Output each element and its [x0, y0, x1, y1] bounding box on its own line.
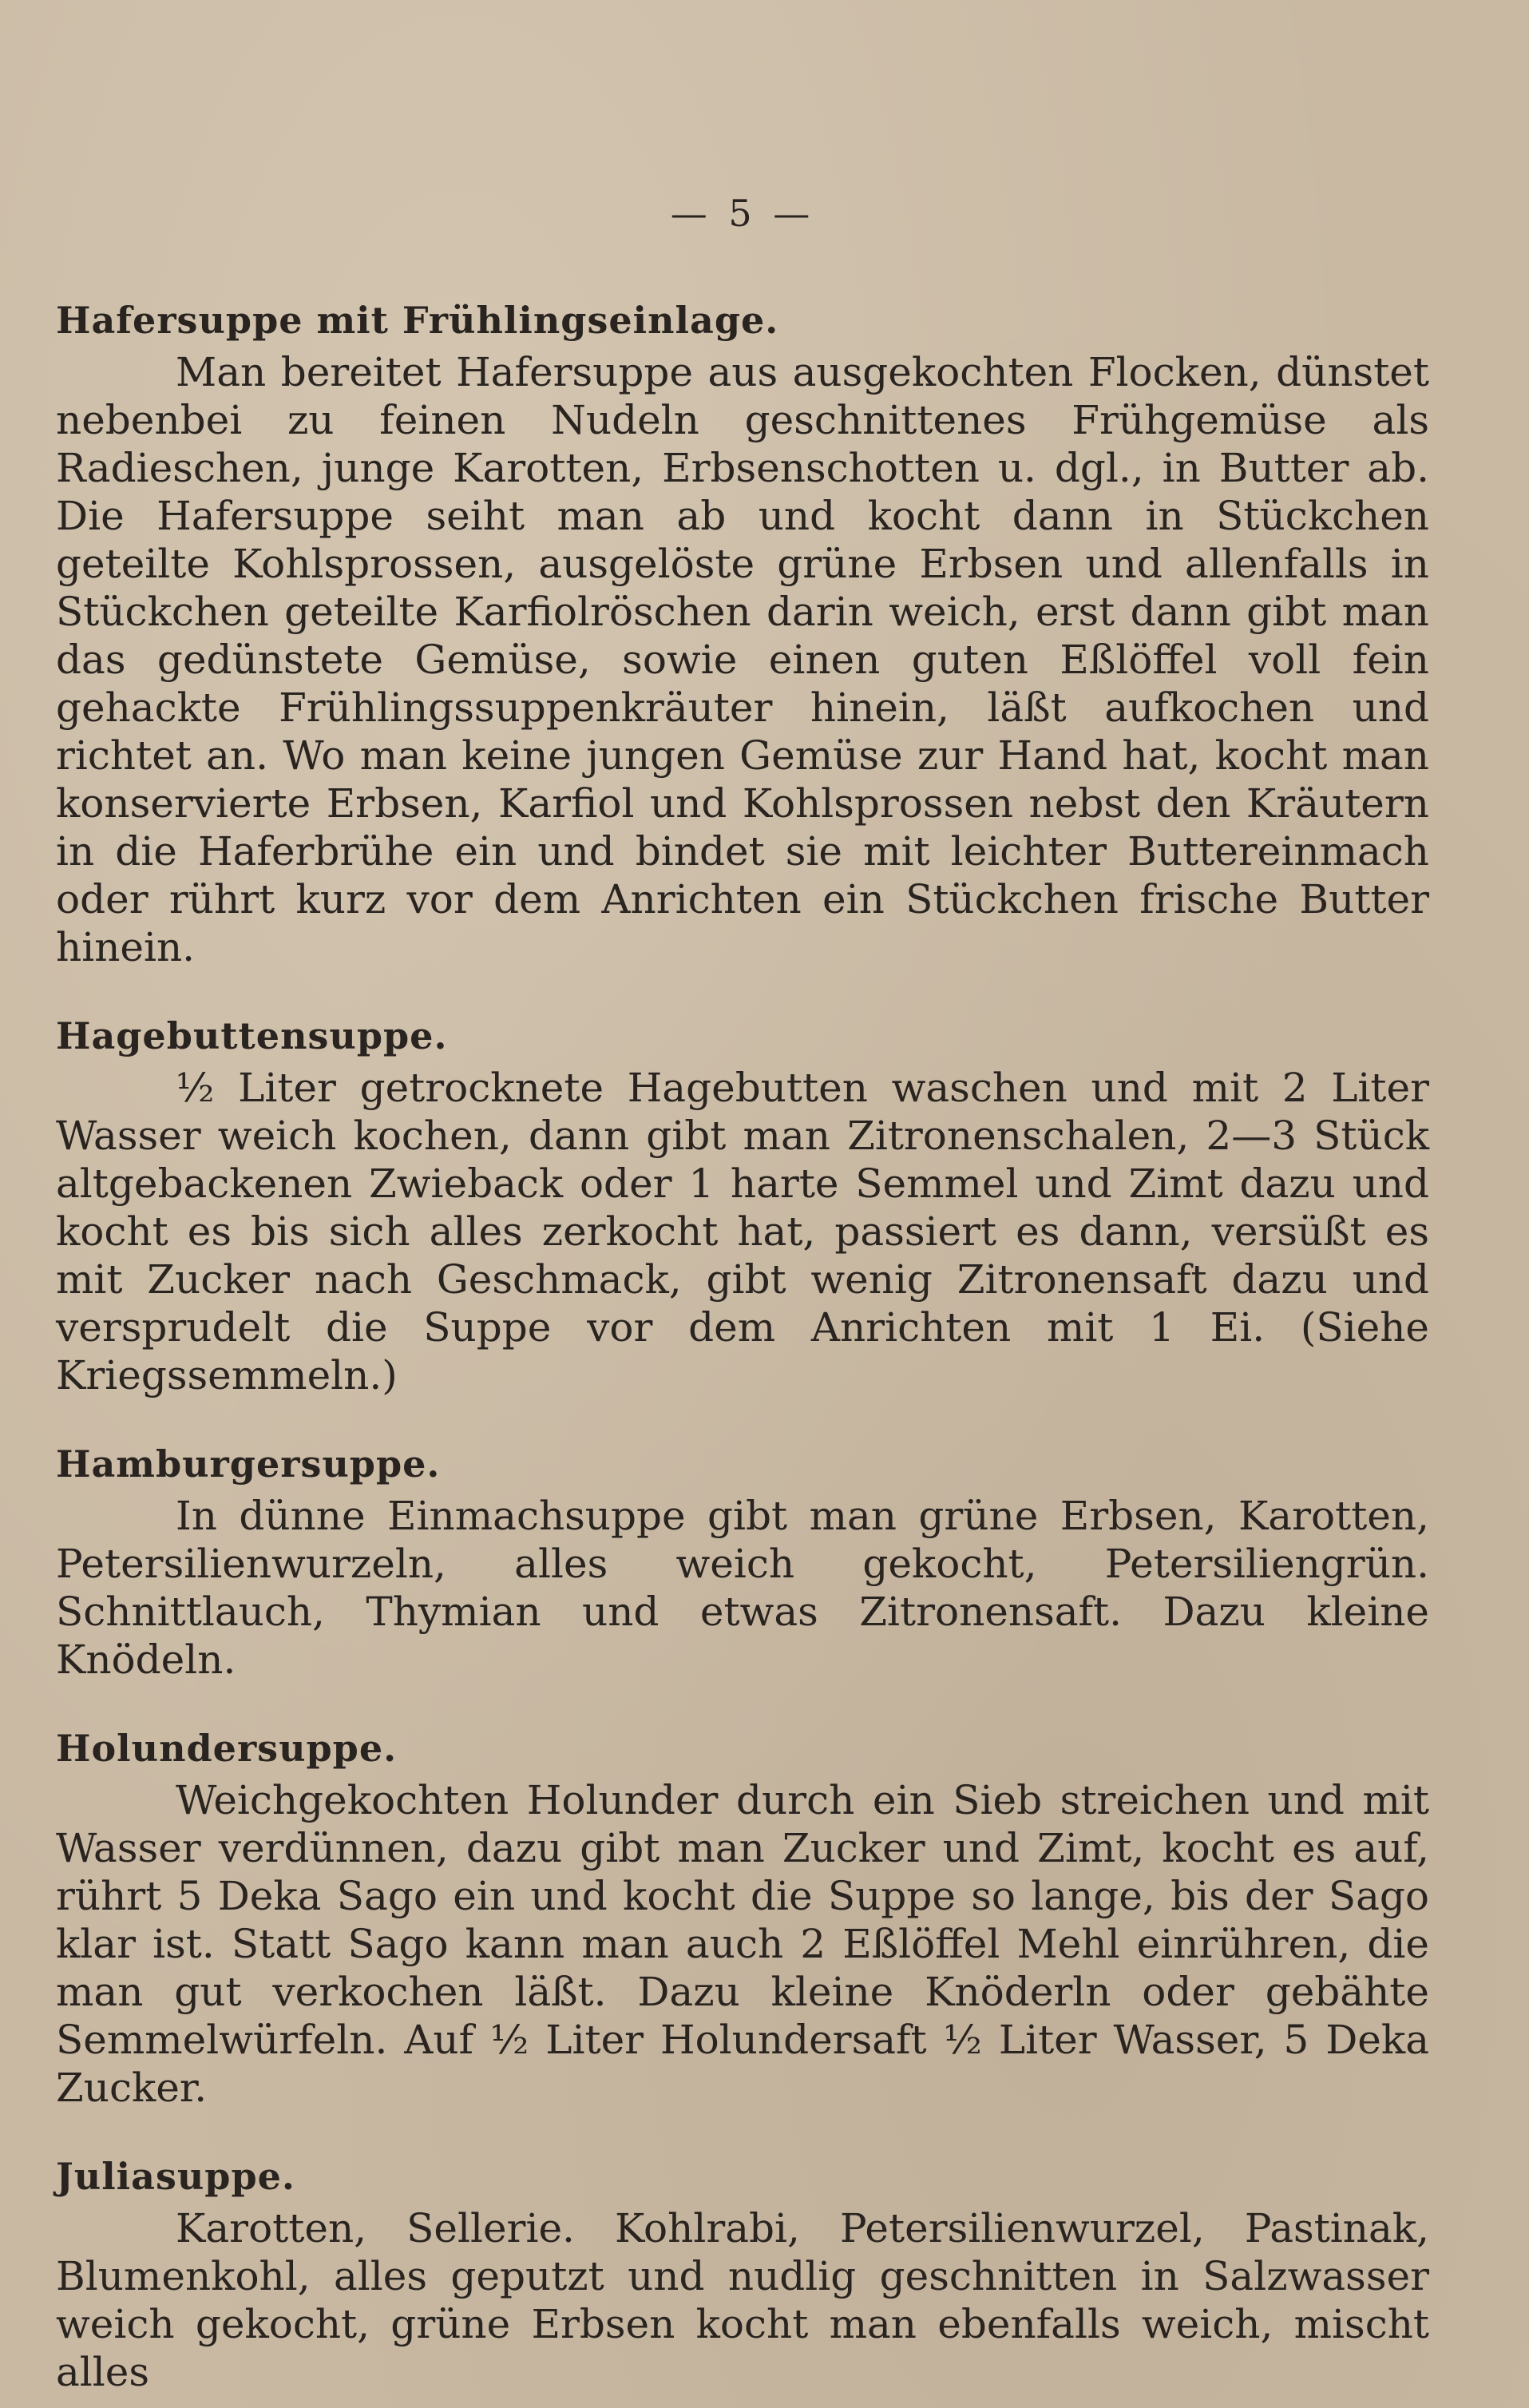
recipe-hafersuppe	[56, 296, 1429, 971]
recipe-paragraph: Karotten, Sellerie. Kohlrabi, Petersilienwurzel, Pastinak, Blumenkohl, alles geputzt und nudlig geschnitten in Salzwasser weich gekocht, grüne Erbsen kocht man ebenfalls weich, mischt alles	[56, 2205, 1429, 2395]
recipe-heading: Holundersuppe.	[56, 1727, 398, 1770]
book-page	[56, 0, 1429, 2408]
recipe-paragraph: Weichgekochten Holunder durch ein Sieb streichen und mit Wasser verdünnen, dazu gibt man Zucker und Zimt, kocht es auf, rührt 5 Deka Sago ein und kocht die Suppe so lange, bis der Sago klar ist. Statt Sago kann man auch 2 Eßlöffel Mehl einrühren, die man gut verkochen läßt. Dazu kleine Knöderln oder gebähte Semmelwürfeln. Auf ½ Liter Holundersaft ½ Liter Wasser, 5 Deka Zucker.	[56, 1777, 1429, 2111]
recipe-paragraph: In dünne Einmachsuppe gibt man grüne Erbsen, Karotten, Petersilienwurzeln, alles weich gekocht, Petersiliengrün. Schnittlauch, Thymian und etwas Zitronensaft. Dazu kleine Knödeln.	[56, 1493, 1429, 1683]
recipe-hamburgersuppe	[56, 1439, 1429, 1684]
recipe-paragraph: ½ Liter getrocknete Hagebutten waschen und mit 2 Liter Wasser weich kochen, dann gibt man Zitronenschalen, 2—3 Stück altgebackenen Zwieback oder 1 harte Semmel und Zimt dazu und kocht es bis sich alles zerkocht hat, passiert es dann, versüßt es mit Zucker nach Geschmack, gibt wenig Zitronensaft dazu und versprudelt die Suppe vor dem Anrichten mit 1 Ei. (Siehe Kriegssemmeln.)	[56, 1065, 1429, 1398]
recipe-paragraph: Man bereitet Hafersuppe aus ausgekochten Flocken, dünstet nebenbei zu feinen Nudeln geschnittenes Frühgemüse als Radieschen, junge Karotten, Erbsenschotten u. dgl., in Butter ab. Die Hafersuppe seiht man ab und kocht dann in Stückchen geteilte Kohlsprossen, ausgelöste grüne Erbsen und allenfalls in Stückchen geteilte Karfiolröschen darin weich, erst dann gibt man das gedünstete Gemüse, sowie einen guten Eßlöffel voll fein gehackte Frühlingssuppenkräuter hinein, läßt aufkochen und richtet an. Wo man keine jungen Gemüse zur Hand hat, kocht man konservierte Erbsen, Karfiol und Kohlsprossen nebst den Kräutern in die Haferbrühe ein und bindet sie mit leichter Buttereinmach oder rührt kurz vor dem Anrichten ein Stückchen frische Butter hinein.	[56, 349, 1429, 970]
recipe-heading: Juliasuppe.	[56, 2155, 295, 2198]
recipe-text	[56, 296, 1429, 2396]
recipe-heading: Hafersuppe mit Frühlingseinlage.	[56, 299, 779, 342]
recipe-hagebuttensuppe	[56, 1011, 1429, 1399]
recipe-heading: Hagebuttensuppe.	[56, 1014, 448, 1057]
page-number: — 5 —	[670, 192, 815, 235]
recipe-heading: Hamburgersuppe.	[56, 1442, 441, 1486]
recipe-juliasuppe	[56, 2152, 1429, 2396]
recipe-holundersuppe	[56, 1724, 1429, 2112]
